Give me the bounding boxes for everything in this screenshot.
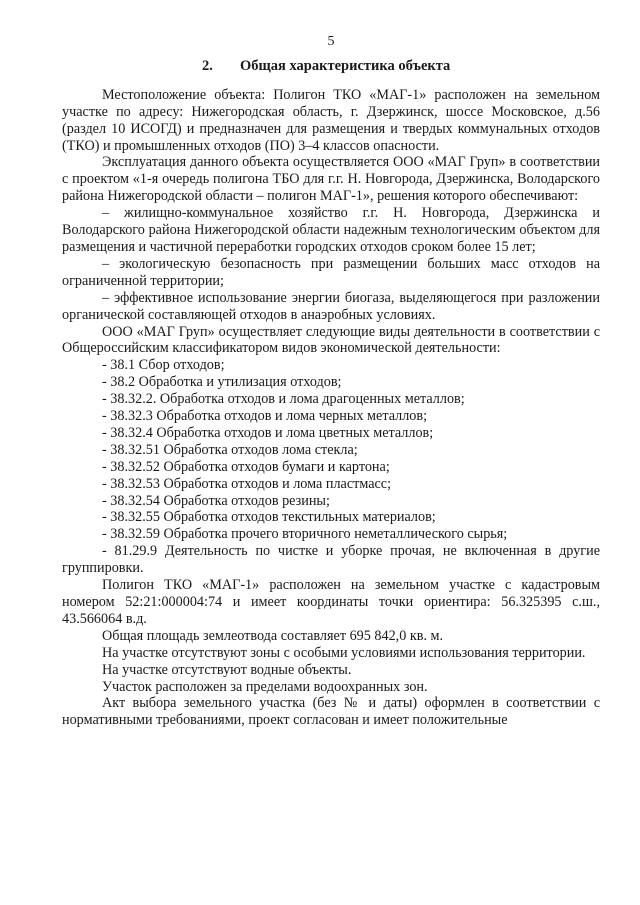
paragraph-activities-last: - 81.29.9 Деятельность по чистке и уборке прочая, не включенная в другие группировки. [62,543,600,577]
paragraph-area: Общая площадь землеотвода составляет 695 842,0 кв. м. [102,627,444,644]
section-title: Общая характеристика объекта [240,57,451,74]
list-item: - 38.32.55 Обработка отходов текстильных материалов; [102,509,436,526]
list-item: - 38.32.59 Обработка прочего вторичного неметаллического сырья; [102,526,508,543]
list-item: - 38.32.52 Обработка отходов бумаги и картона; [102,458,390,475]
paragraph-zones: На участке отсутствуют зоны с особыми условиями использования территории. [102,644,586,661]
section-heading [62,58,600,75]
list-item: - 38.32.54 Обработка отходов резины; [102,492,330,509]
list-item: - 38.32.51 Обработка отходов лома стекла; [102,441,358,458]
page-number: 5 [327,34,335,49]
list-item: - 38.2 Обработка и утилизация отходов; [102,374,342,391]
list-item: - 38.32.53 Обработка отходов и лома пластмасс; [102,475,392,492]
paragraph-water: На участке отсутствуют водные объекты. [102,661,352,678]
paragraph-location: Местоположение объекта: Полигон ТКО «МАГ-1» расположен на земельном участке по адресу: Нижегородская область, г. Дзержинск, шоссе Московское, д.56 (раздел 10 ИСОГД) и предназначен для размещения и твердых коммунальных отходов (ТКО) и промышленных отходов (ПО) 3–4 классов опасности. [62,86,600,154]
list-item: - 38.1 Сбор отходов; [102,357,225,374]
activities-list [62,357,600,543]
list-item: - 38.32.3 Обработка отходов и лома черных металлов; [102,408,428,425]
paragraph-act: Акт выбора земельного участка (без № и даты) оформлен в соответствии с нормативными требованиями, проект согласован и имеет положительные [62,695,600,729]
paragraph-protection: Участок расположен за пределами водоохранных зон. [102,678,428,695]
list-item: - 38.32.4 Обработка отходов и лома цветных металлов; [102,424,434,441]
paragraph-benefit-1: – жилищно-коммунальное хозяйство г.г. Н. Новгорода, Дзержинска и Володарского района Нижегородской области надежным технологическим объектом для размещения и частичной переработки городских отходов сроком более 15 лет; [62,205,600,255]
paragraph-operation: Эксплуатация данного объекта осуществляется ООО «МАГ Груп» в соответствии с проектом «1-я очередь полигона ТБО для г.г. Н. Новгорода, Дзержинска, Володарского района Нижегородской области – полигон МАГ-1», решения которого обеспечивают: [62,154,600,205]
paragraph-benefit-2: – экологическую безопасность при размещении больших масс отходов на ограниченной территории; [62,255,600,289]
list-item: - 38.32.2. Обработка отходов и лома драгоценных металлов; [102,391,465,408]
section-number: 2. [202,57,213,74]
paragraph-cadastral: Полигон ТКО «МАГ-1» расположен на земельном участке с кадастровым номером 52:21:000004:74 и имеет координаты точки ориентира: 56.325395 с.ш., 43.566064 в.д. [62,577,600,627]
paragraph-activities-intro: ООО «МАГ Груп» осуществляет следующие виды деятельности в соответствии с Общероссийским классификатором видов экономической деятельности: [62,323,600,357]
paragraph-benefit-3: – эффективное использование энергии биогаза, выделяющегося при разложении органической составляющей отходов в анаэробных условиях. [62,289,600,323]
